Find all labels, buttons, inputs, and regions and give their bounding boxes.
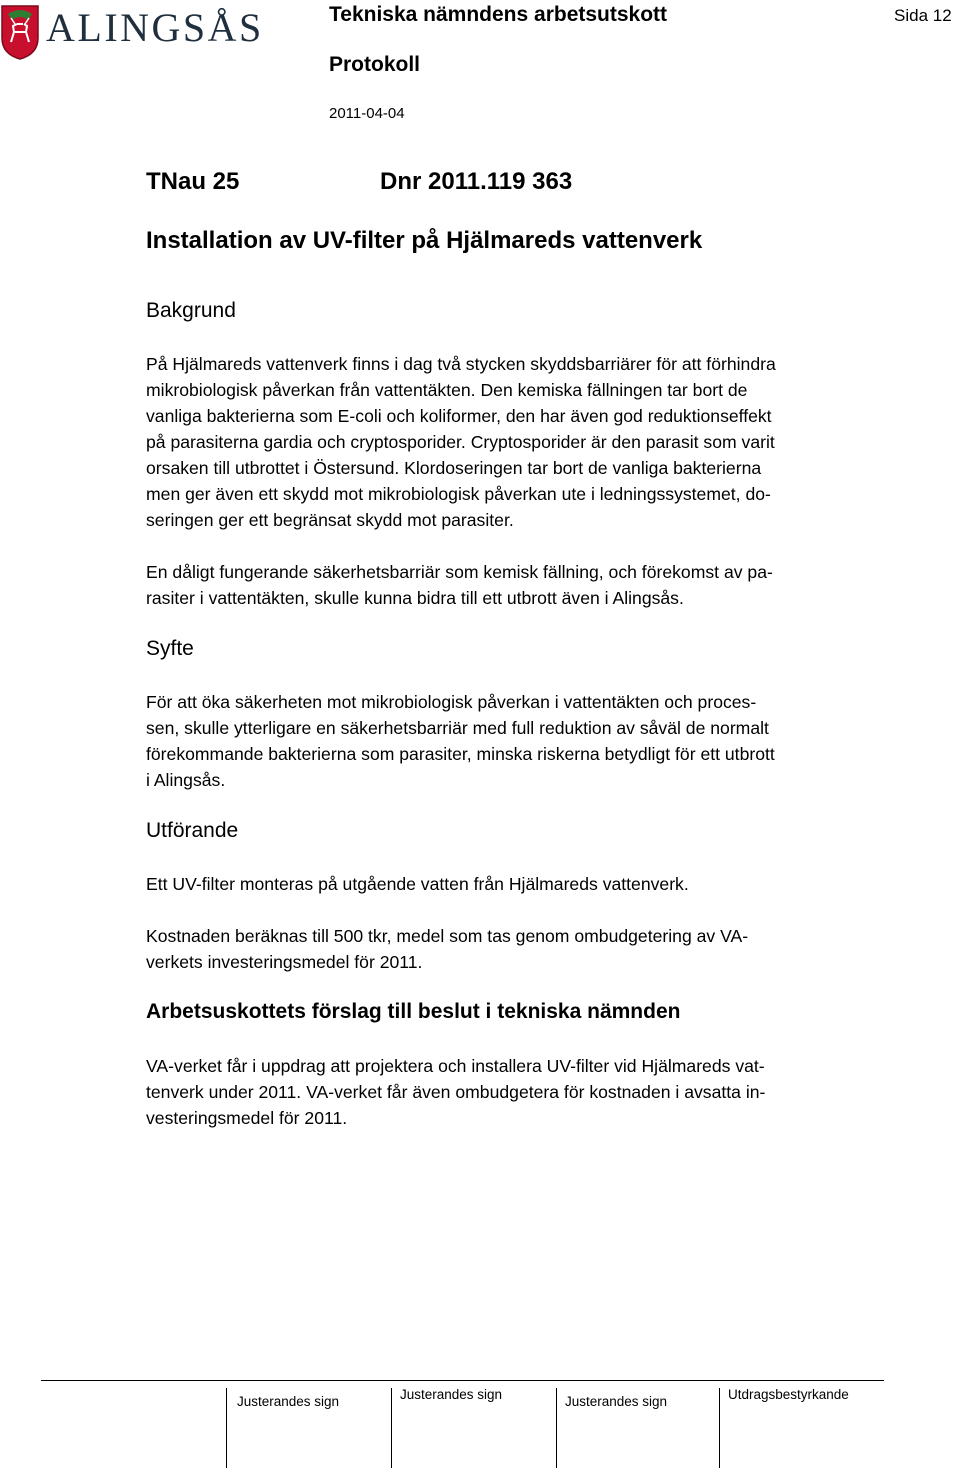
syfte-paragraph-1: För att öka säkerheten mot mikrobiologisk påverkan i vattentäkten och proces- sen, skulle ytterligare en säkerhetsbarriär med full reduktion av såväl de normalt förekommande bakterierna som parasiter, minska riskerna betydligt för ett utbrott i Alingsås. xyxy=(146,692,775,790)
item-title: Installation av UV-filter på Hjälmareds vattenverk xyxy=(146,227,703,254)
section-heading-forslag: Arbetsuskottets förslag till beslut i tekniska nämnden xyxy=(146,1000,681,1023)
forslag-paragraph-1: VA-verket får i uppdrag att projektera och installera UV-filter vid Hjälmareds vat- tenverk under 2011. VA-verket får även ombudgetera för kostnaden i avsatta in- vesteringsmedel för 2011. xyxy=(146,1056,766,1128)
extract-certification-field: Utdragsbestyrkande xyxy=(728,1387,849,1402)
footer-divider-line xyxy=(226,1388,227,1468)
paragraph-number: TNau 25 xyxy=(146,168,240,195)
bakgrund-paragraph-1: På Hjälmareds vattenverk finns i dag två stycken skyddsbarriärer för att förhindra mikrobiologisk påverkan från vattentäkten. Den kemiska fällningen tar bort de vanliga bakterierna som E-coli och koliformer, den har även god reduktionseffekt på parasiterna gardia och cryptosporider. Cryptosporider är den parasit som varit orsaken till utbrottet i Östersund. Klordoseringen tar bort de vanliga bakterierna men ger även ett skydd mot mikrobiologisk påverkan ute i ledningssystemet, do- seringen ger ett begränsat skydd mot parasiter. xyxy=(146,354,776,530)
coat-of-arms-icon xyxy=(0,4,40,60)
section-heading-utforande: Utförande xyxy=(146,819,239,842)
utforande-paragraph-1: Ett UV-filter monteras på utgående vatten från Hjälmareds vattenverk. xyxy=(146,874,689,894)
footer-divider-line xyxy=(556,1388,557,1468)
section-heading-syfte: Syfte xyxy=(146,637,194,660)
diary-number: Dnr 2011.119 363 xyxy=(380,168,573,195)
footer-divider-line xyxy=(719,1388,720,1468)
utforande-paragraph-2: Kostnaden beräknas till 500 tkr, medel som tas genom ombudgetering av VA- verkets investeringsmedel för 2011. xyxy=(146,926,749,972)
signature-field-3: Justerandes sign xyxy=(565,1394,668,1409)
logo xyxy=(0,0,264,62)
committee-name: Tekniska nämndens arbetsutskott xyxy=(329,3,668,26)
section-heading-bakgrund: Bakgrund xyxy=(146,299,236,322)
signature-field-1: Justerandes sign xyxy=(237,1394,340,1409)
bakgrund-paragraph-2: En dåligt fungerande säkerhetsbarriär som kemisk fällning, och förekomst av pa- rasiter i vattentäkten, skulle kunna bidra till ett utbrott även i Alingsås. xyxy=(146,562,773,608)
footer-divider xyxy=(41,1380,884,1381)
document-type: Protokoll xyxy=(329,53,421,76)
page-number: Sida 12 xyxy=(894,6,952,25)
signature-field-2: Justerandes sign xyxy=(400,1387,503,1402)
logo-text: ALINGSÅS xyxy=(46,5,264,50)
footer-divider-line xyxy=(391,1388,392,1468)
meeting-date: 2011-04-04 xyxy=(329,105,405,122)
